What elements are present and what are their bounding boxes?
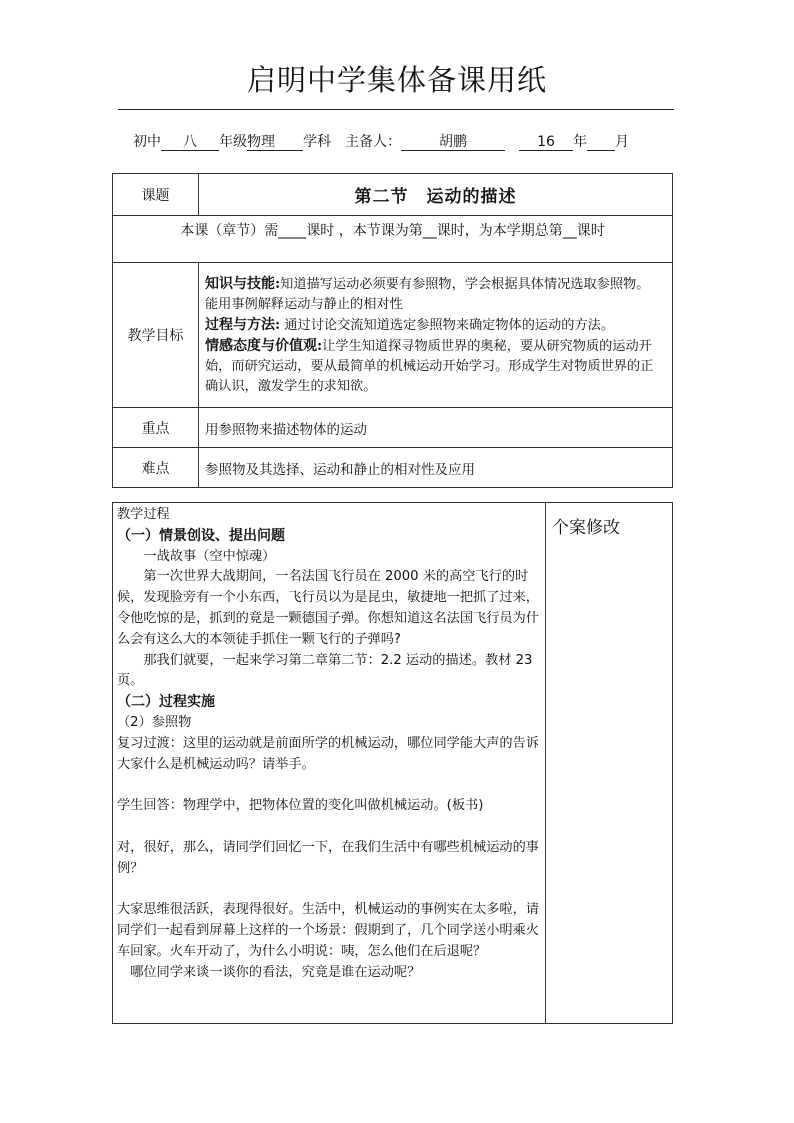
preparer-field: 胡鹏 [401,134,505,151]
emotion-label: 情感态度与价值观: [205,338,323,354]
hours-row [113,216,673,263]
grade-suffix: 年级 [219,134,247,150]
discussion-question: 哪位同学来谈一谈你的看法，究竟是谁在运动呢？ [130,964,421,980]
level-label: 初中 [133,134,161,150]
grade-field: 八 [161,134,219,151]
year-suffix: 年 [573,134,587,150]
process-content [113,503,546,1024]
section-2-heading: （二）过程实施 [117,694,215,711]
difficulty-label: 难点 [113,448,199,488]
knowledge-text: 知道描写运动必须要有参照物，学会根据具体情况选取参照物。 [280,277,650,292]
subsection-reference: （2）参照物 [117,714,192,730]
key-label: 重点 [113,408,199,448]
header-info [133,131,629,151]
process-text: 通过讨论交流知道选定参照物来确定物体的运动的方法。 [280,318,615,333]
student-answer: 学生回答：物理学中，把物体位置的变化叫做机械运动。(板书) [117,798,484,814]
year-field: 16 [519,134,573,151]
key-row [113,408,673,448]
section-1-heading: （一）情景创设、提出问题 [117,527,285,544]
preparer-label: 主备人： [345,134,401,150]
month-field [587,150,615,151]
topic-value: 第二节 运动的描述 [199,174,673,216]
title-divider [118,109,674,110]
page-title: 启明中学集体备课用纸 [246,63,547,97]
goals-label: 教学目标 [113,263,199,408]
revision-column [546,503,673,1024]
process-label: 过程与方法: [205,317,281,333]
hours-line: 本课（章节）需____课时 ，本节课为第__课时，为本学期总第__课时 [113,216,673,263]
review-text: 复习过渡：这里的运动就是前面所学的机械运动，哪位同学能大声的告诉大家什么是机械运动吗？请举手。 [117,735,539,772]
month-suffix: 月 [615,134,629,150]
goals-row [113,263,673,408]
revision-label: 个案修改 [552,518,620,538]
subject-suffix: 学科 [303,134,331,150]
teaching-process-table [112,502,673,1024]
subject-field: 物理 [247,134,303,151]
follow-up-question: 对，很好，那么，请同学们回忆一下，在我们生活中有哪些机械运动的事例？ [117,839,539,876]
story-text: 第一次世界大战期间，一名法国飞行员在 2000 米的高空飞行的时候，发现脸旁有一个小东西，飞行员以为是昆虫，敏捷地一把抓了过来，令他吃惊的是，抓到的竟是一颗德国子弹。你想知道这名法国飞行员为什么会有这么大的本领徒手抓住一颗飞行的子弹吗? [117,569,539,647]
process-title: 教学过程 [117,507,170,522]
goals-content [199,263,673,408]
knowledge-text-2: 能用事例解释运动与静止的相对性 [205,297,403,312]
lesson-info-table [112,173,673,488]
topic-label: 课题 [113,174,199,216]
difficulty-value: 参照物及其选择、运动和静止的相对性及应用 [199,448,673,488]
emotion-text: 让学生知道探寻物质世界的奥秘，要从研究物质的运动开始，而研究运动，要从最简单的机械运动开始学习。形成学生对物质世界的正确认识，激发学生的求知欲。 [205,339,654,394]
knowledge-label: 知识与技能: [205,276,281,292]
key-value: 用参照物来描述物体的运动 [199,408,673,448]
process-row [113,503,673,1024]
intro-text: 那我们就要，一起来学习第二章第二节：2.2 运动的描述。教材 23 页。 [117,652,533,689]
story-title: 一战故事（空中惊魂） [143,548,276,564]
difficulty-row [113,448,673,488]
scene-text: 大家思维很活跃，表现得很好。生活中，机械运动的事例实在太多啦，请同学们一起看到屏幕上这样的一个场景：假期到了，几个同学送小明乘火车回家。火车开动了，为什么小明说：咦，怎么他们在后退呢？ [117,902,539,959]
topic-row [113,174,673,216]
